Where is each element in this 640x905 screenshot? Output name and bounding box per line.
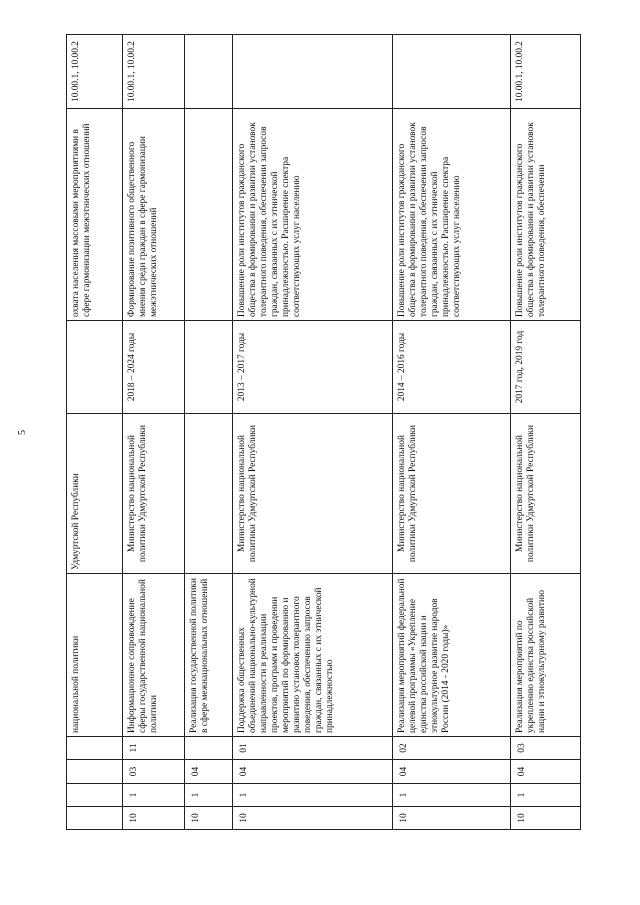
executor: Министерство национальной политики Удмуртской Республики bbox=[393, 414, 511, 574]
code-gp: 10 bbox=[233, 807, 393, 830]
term: 2018 – 2024 годы bbox=[123, 321, 185, 414]
executor: Министерство национальной политики Удмуртской Республики bbox=[233, 414, 393, 574]
code-gp: 10 bbox=[185, 807, 233, 830]
measure-name: национальной политики bbox=[67, 574, 123, 737]
code-m: 11 bbox=[123, 737, 185, 760]
executor: Министерство национальной политики Удмуртской Республики bbox=[123, 414, 185, 574]
code-pp: 1 bbox=[511, 784, 581, 807]
table-row bbox=[67, 35, 123, 830]
expected-result: Формирование позитивного общественного мнения среди граждан в сфере гармонизации межэтнических отношений bbox=[123, 109, 185, 321]
indicator-link: 10.00.1, 10.00.2 bbox=[511, 35, 581, 109]
code-m bbox=[185, 737, 233, 760]
term bbox=[185, 321, 233, 414]
expected-result: Повышение роли институтов гражданского общества в формировании и развитии установок толерантного поведения, обеспечении bbox=[511, 109, 581, 321]
term: 2017 год, 2019 год bbox=[511, 321, 581, 414]
expected-result bbox=[185, 109, 233, 321]
page-number: 5 bbox=[17, 430, 28, 435]
code-pp: 1 bbox=[233, 784, 393, 807]
measure-name: Реализация мероприятий федеральной целевой программы «Укрепление единства российской нации и этнокультурное развитие народов России (2014 - 2020 годы)» bbox=[393, 574, 511, 737]
code-om: 04 bbox=[511, 760, 581, 784]
rotated-page-content bbox=[66, 35, 580, 830]
code-pp bbox=[67, 784, 123, 807]
indicator-link bbox=[393, 35, 511, 109]
measure-name: Информационное сопровождение сферы государственной национальной политики bbox=[123, 574, 185, 737]
code-pp: 1 bbox=[185, 784, 233, 807]
code-gp bbox=[67, 807, 123, 830]
measure-name: Поддержка общественных объединений национально-культурной направленности в реализации проектов, программ и проведении мероприятий по формированию и развитию установок толерантного поведения, обеспечению запросов граждан, связанных с их этнической принадлежностью bbox=[233, 574, 393, 737]
code-om: 03 bbox=[123, 760, 185, 784]
expected-result: Повышение роли институтов гражданского общества в формировании и развитии установок толерантного поведения, обеспечении запросов граждан, связанных с их этнической принадлежностью. Расширение спектра соответствующих услуг населению bbox=[233, 109, 393, 321]
measure-name: Реализация мероприятий по укреплению единства российской нации и этнокультурному развитию bbox=[511, 574, 581, 737]
term: 2013 – 2017 годы bbox=[233, 321, 393, 414]
table-row bbox=[511, 35, 581, 830]
code-gp: 10 bbox=[511, 807, 581, 830]
code-m bbox=[67, 737, 123, 760]
term bbox=[67, 321, 123, 414]
table-row bbox=[185, 35, 233, 830]
code-gp: 10 bbox=[123, 807, 185, 830]
expected-result: Повышение роли институтов гражданского общества в формировании и развитии установок толерантного поведения, обеспечении запросов граждан, связанных с их этнической принадлежностью. Расширение спектра соответствующих услуг населению bbox=[393, 109, 511, 321]
code-gp: 10 bbox=[393, 807, 511, 830]
measure-name: Реализация государственной политики в сфере межнациональных отношений bbox=[185, 574, 233, 737]
code-om bbox=[67, 760, 123, 784]
program-measures-table bbox=[66, 34, 581, 830]
code-m: 03 bbox=[511, 737, 581, 760]
indicator-link bbox=[185, 35, 233, 109]
code-om: 04 bbox=[233, 760, 393, 784]
indicator-link bbox=[233, 35, 393, 109]
code-pp: 1 bbox=[393, 784, 511, 807]
table-row bbox=[393, 35, 511, 830]
table-row bbox=[233, 35, 393, 830]
indicator-link: 10.00.1, 10.00.2 bbox=[123, 35, 185, 109]
term: 2014 – 2016 годы bbox=[393, 321, 511, 414]
indicator-link: 10.00.1, 10.00.2 bbox=[67, 35, 123, 109]
code-om: 04 bbox=[393, 760, 511, 784]
code-m: 02 bbox=[393, 737, 511, 760]
code-om: 04 bbox=[185, 760, 233, 784]
executor: Удмуртской Республики bbox=[67, 414, 123, 574]
executor: Министерство национальной политики Удмуртской Республики bbox=[511, 414, 581, 574]
executor bbox=[185, 414, 233, 574]
code-m: 01 bbox=[233, 737, 393, 760]
code-pp: 1 bbox=[123, 784, 185, 807]
expected-result: охвата населения массовыми мероприятиями в сфере гармонизации межэтнических отношений bbox=[67, 109, 123, 321]
table-row bbox=[123, 35, 185, 830]
